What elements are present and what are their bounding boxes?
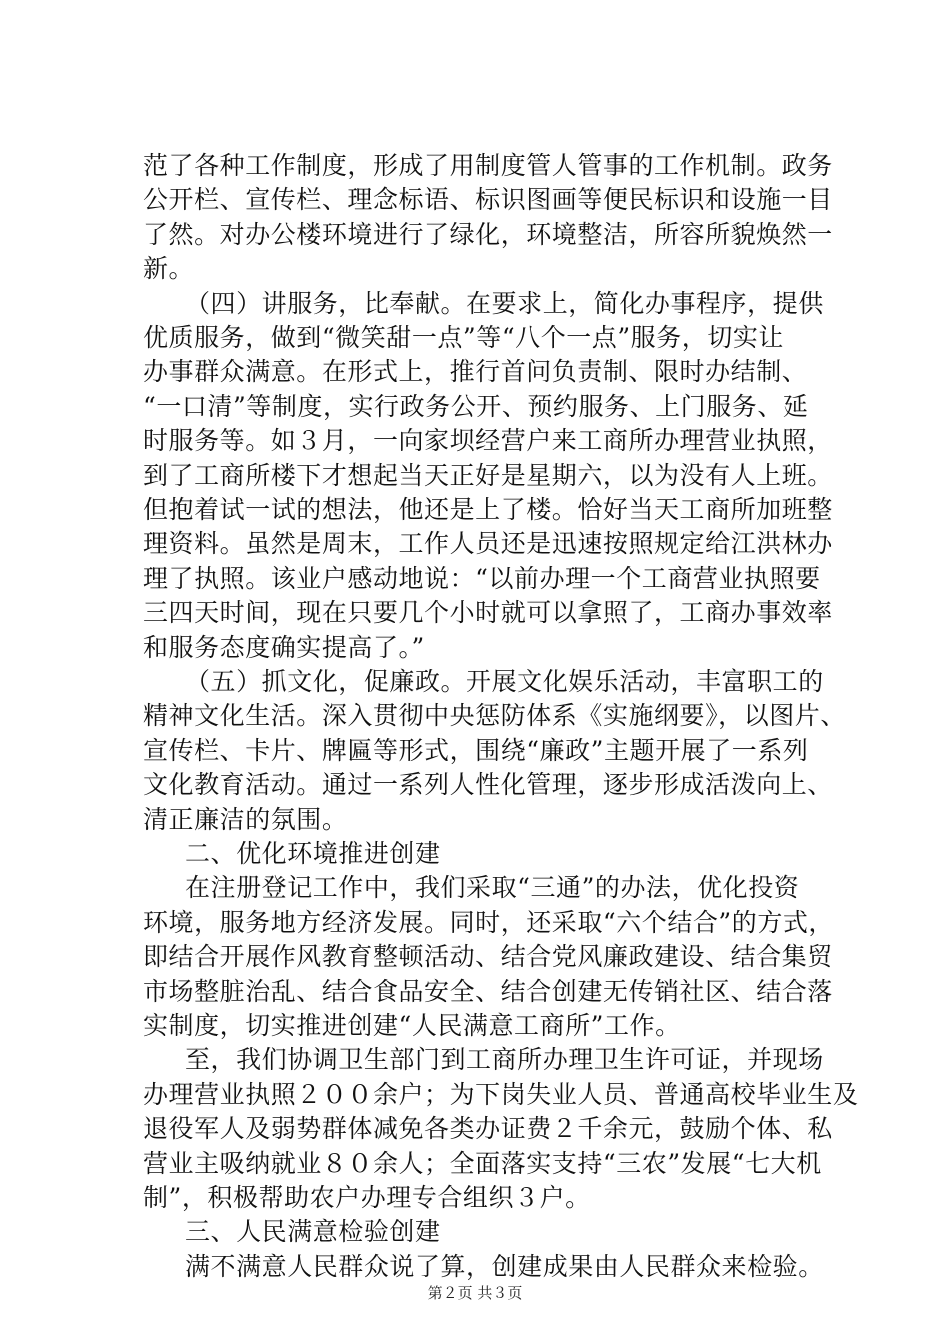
text-line: 三四天时间，现在只要几个小时就可以拿照了，工商办事效率 xyxy=(143,598,833,628)
page-number-footer: 第２页 共３页 xyxy=(427,1284,523,1302)
text-line: 理资料。虽然是周末，工作人员还是迅速按照规定给江洪林办 xyxy=(143,529,833,559)
text-line: 宣传栏、卡片、牌匾等形式，围绕“廉政”主题开展了一系列 xyxy=(143,735,809,765)
text-line: （五）抓文化，促廉政。开展文化娱乐活动，丰富职工的 xyxy=(185,667,824,696)
text-line: 文化教育活动。通过一系列人性化管理，逐步形成活泼向上、 xyxy=(143,770,833,800)
text-line: 精神文化生活。深入贯彻中央惩防体系《实施纲要》，以图片、 xyxy=(143,701,846,731)
text-line: 公开栏、宣传栏、理念标语、标识图画等便民标识和设施一目 xyxy=(143,185,833,215)
section-heading: 三、人民满意检验创建 xyxy=(185,1217,441,1247)
text-line: 范了各种工作制度，形成了用制度管人管事的工作机制。政务 xyxy=(143,151,833,180)
text-line: 优质服务，做到“微笑甜一点”等“八个一点”服务，切实让 xyxy=(143,323,784,352)
text-line: 清正廉洁的氛围。 xyxy=(143,804,348,834)
text-line: 至，我们协调卫生部门到工商所办理卫生许可证，并现场 xyxy=(185,1045,824,1075)
text-line: 新。 xyxy=(143,254,195,284)
text-line: 退役军人及弱势群体减免各类办证费２千余元，鼓励个体、私 xyxy=(143,1114,833,1144)
text-line: 但抱着试一试的想法，他还是上了楼。恰好当天工商所加班整 xyxy=(143,495,833,524)
text-line: （四）讲服务，比奉献。在要求上，简化办事程序，提供 xyxy=(185,288,824,318)
text-line: 理了执照。该业户感动地说：“以前办理一个工商营业执照要 xyxy=(143,563,821,593)
text-line: 制”，积极帮助农户办理专合组织３户。 xyxy=(143,1183,591,1212)
section-heading: 二、优化环境推进创建 xyxy=(185,839,441,868)
text-line: 环境，服务地方经济发展。同时，还采取“六个结合”的方式， xyxy=(143,907,834,937)
text-line: 营业主吸纳就业８０余人；全面落实支持“三农”发展“七大机 xyxy=(143,1148,822,1178)
text-line: 办事群众满意。在形式上，推行首问负责制、限时办结制、 xyxy=(143,357,808,387)
text-line: 满不满意人民群众说了算，创建成果由人民群众来检验。 xyxy=(185,1251,824,1281)
text-line: 在注册登记工作中，我们采取“三通”的办法，优化投资 xyxy=(185,873,800,903)
text-line: 市场整脏治乱、结合食品安全、结合创建无传销社区、结合落 xyxy=(143,976,833,1006)
text-line: 即结合开展作风教育整顿活动、结合党风廉政建设、结合集贸 xyxy=(143,942,833,972)
text-line: 了然。对办公楼环境进行了绿化，环境整洁，所容所貌焕然一 xyxy=(143,219,833,249)
text-line: 到了工商所楼下才想起当天正好是星期六，以为没有人上班。 xyxy=(143,460,833,490)
text-line: 和服务态度确实提高了。” xyxy=(143,632,425,662)
text-line: “一口清”等制度，实行政务公开、预约服务、上门服务、延 xyxy=(143,391,809,421)
text-line: 时服务等。如３月，一向家坝经营户来工商所办理营业执照， xyxy=(143,426,833,456)
text-line: 实制度，切实推进创建“人民满意工商所”工作。 xyxy=(143,1011,681,1040)
text-line: 办理营业执照２００余户；为下岗失业人员、普通高校毕业生及 xyxy=(143,1079,859,1109)
